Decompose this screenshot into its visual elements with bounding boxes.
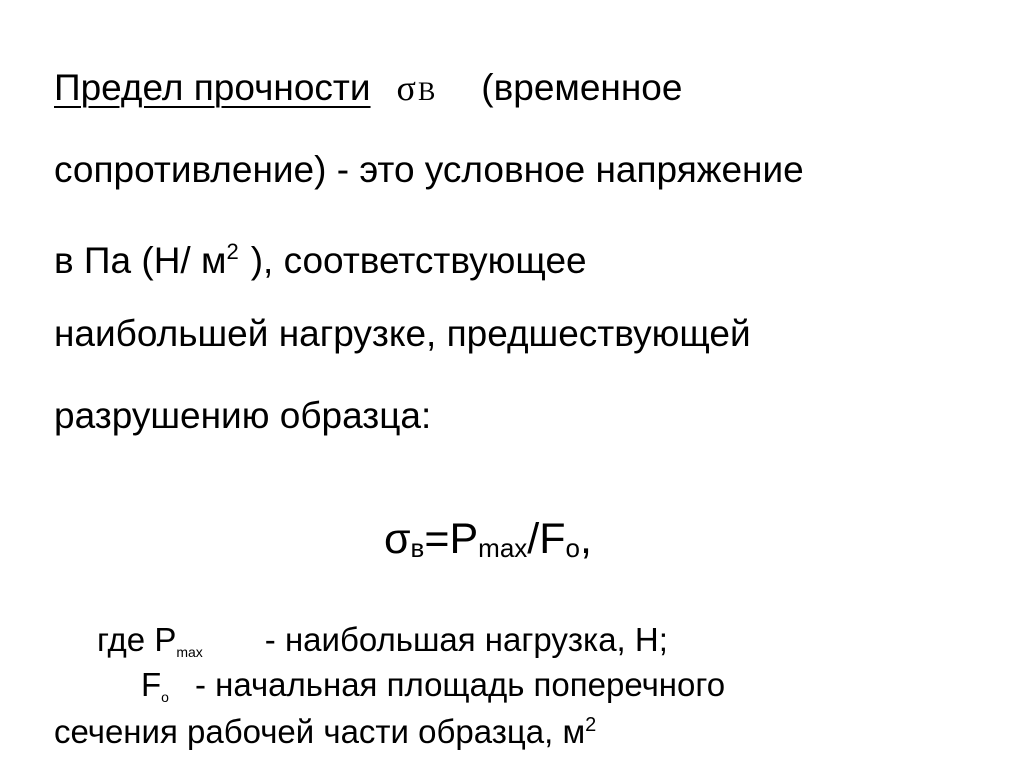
sigma-b-symbol [397,68,436,108]
sigma-subscript: В [417,77,436,106]
paragraph-line-1 [54,66,682,114]
formula-slash-f: /F [527,515,566,563]
formula-p-subscript: max [478,533,528,563]
definition-fo-subscript: о [161,689,169,705]
line-3-start: в Па (Н/ м [54,240,227,281]
formula-sigma-subscript: в [410,533,425,563]
formula-equals-p: =P [424,515,479,563]
paragraph-line-4: наибольшей нагрузке, предшествующей [54,313,751,354]
definition-fo-prefix: F [141,666,162,703]
line-3-end: ), соответствующее [250,240,587,281]
strength-formula [384,513,592,574]
definition-pmax-prefix: где P [97,621,177,658]
definition-fo-continued-text: сечения рабочей части образца, м [54,713,586,750]
definition-pmax-text: - наибольшая нагрузка, Н; [264,621,668,658]
formula-f-subscript: о [565,533,580,563]
definition-fo-text: - начальная площадь поперечного [194,666,726,703]
paragraph-line-3 [54,230,587,283]
area-unit-superscript: 2 [585,714,597,736]
formula-sigma: σ [384,515,411,563]
definition-pmax-subscript: max [176,644,203,660]
paragraph-line-2: сопротивление) - это условное напряжение [54,149,804,190]
line-1-rest: (временное [481,67,683,108]
paragraph-line-5: разрушению образца: [54,395,432,436]
formula-comma: , [579,515,592,563]
definition-fo-continued [54,705,596,752]
term-ultimate-strength: Предел прочности [54,67,371,108]
unit-superscript: 2 [226,239,239,264]
sigma-letter: σ [396,68,416,108]
